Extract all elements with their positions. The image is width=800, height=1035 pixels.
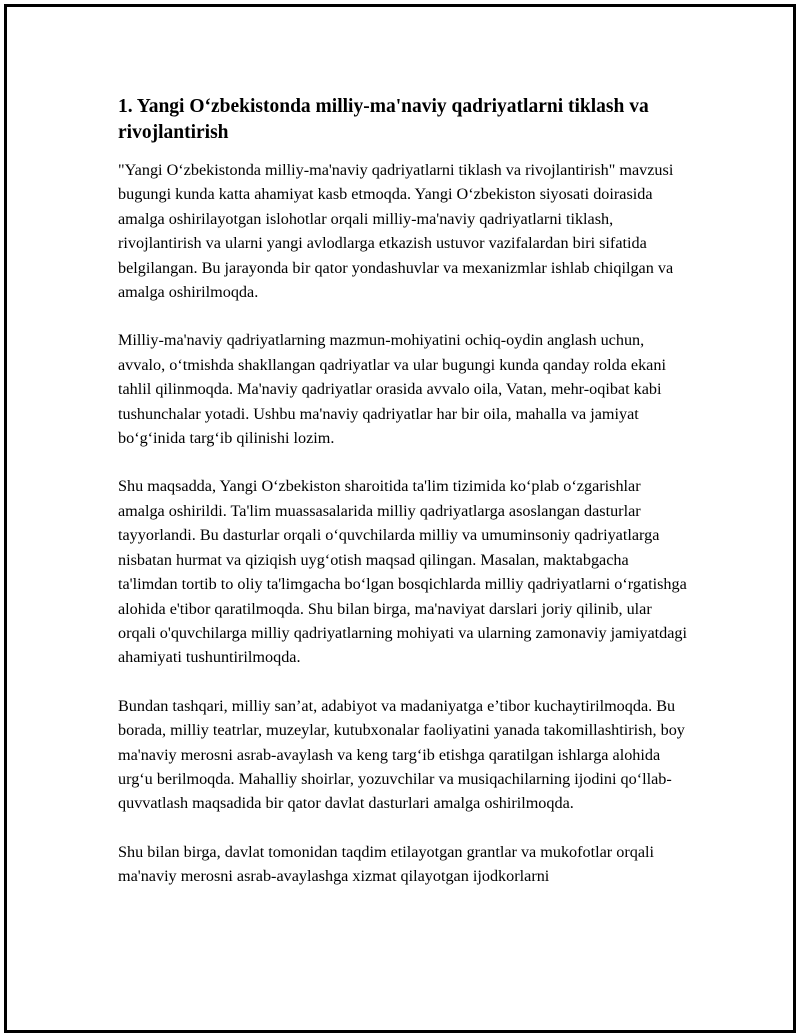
section-heading: 1. Yangi O‘zbekistonda milliy-ma'naviy qadriyatlarni tiklash va rivojlantirish xyxy=(118,96,649,143)
paragraph-4: Bundan tashqari, milliy san’at, adabiyot va madaniyatga e’tibor kuchaytirilmoqda. Bu borada, milliy teatrlar, muzeylar, kutubxonalar faoliyatini yanada takomillashtirish, boy ma'naviy merosni asrab-avaylash va keng targ‘ib etishga qaratilgan ishlarga alohida urg‘u berilmoqda. Mahalliy shoirlar, yozuvchilar va musiqachilarning ijodini qo‘llab-quvvatlash maqsadida bir qator davlat dasturlari amalga oshirilmoqda. xyxy=(118,696,685,813)
paragraph-1: "Yangi O‘zbekistonda milliy-ma'naviy qadriyatlarni tiklash va rivojlantirish" mavzusi bugungi kunda katta ahamiyat kasb etmoqda. Yangi O‘zbekiston siyosati doirasida amalga oshirilayotgan islohotlar orqali milliy-ma'naviy qadriyatlarni tiklash, rivojlantirish va ularni yangi avlodlarga etkazish ustuvor vazifalardan biri sifatida belgilangan. Bu jarayonda bir qator yondashuvlar va mexanizmlar ishlab chiqilgan va amalga oshirilmoqda. xyxy=(118,161,674,302)
paragraph-2: Milliy-ma'naviy qadriyatlarning mazmun-mohiyatini ochiq-oydin anglash uchun, avvalo, o‘tmishda shakllangan qadriyatlar va ular bugungi kunda qanday rolda ekani tahlil qilinmoqda. Ma'naviy qadriyatlar orasida avvalo oila, Vatan, mehr-oqibat kabi tushunchalar yotadi. Ushbu ma'naviy qadriyatlar har bir oila, mahalla va jamiyat bo‘g‘inida targ‘ib qilinishi lozim. xyxy=(118,331,666,448)
paragraph-5: Shu bilan birga, davlat tomonidan taqdim etilayotgan grantlar va mukofotlar orqali ma'naviy merosni asrab-avaylashga xizmat qilayotgan ijodkorlarni xyxy=(118,842,655,886)
document-body xyxy=(118,94,690,913)
paragraph-3: Shu maqsadda, Yangi O‘zbekiston sharoitida ta'lim tizimida ko‘plab o‘zgarishlar amalga oshirildi. Ta'lim muassasalarida milliy qadriyatlarga asoslangan dasturlar tayyorlandi. Bu dasturlar orqali o‘quvchilarda milliy va umuminsoniy qadriyatlarga nisbatan hurmat va qiziqish uyg‘otish maqsad qilingan. Masalan, maktabgacha ta'limdan tortib to oliy ta'limgacha bo‘lgan bosqichlarda milliy qadriyatlarni o‘rgatishga alohida e'tibor qaratilmoqda. Shu bilan birga, ma'naviyat darslari joriy qilinib, ular orqali o'quvchilarga milliy qadriyatlarning mohiyati va ularning zamonaviy jamiyatdagi ahamiyati tushuntirilmoqda. xyxy=(118,477,688,667)
